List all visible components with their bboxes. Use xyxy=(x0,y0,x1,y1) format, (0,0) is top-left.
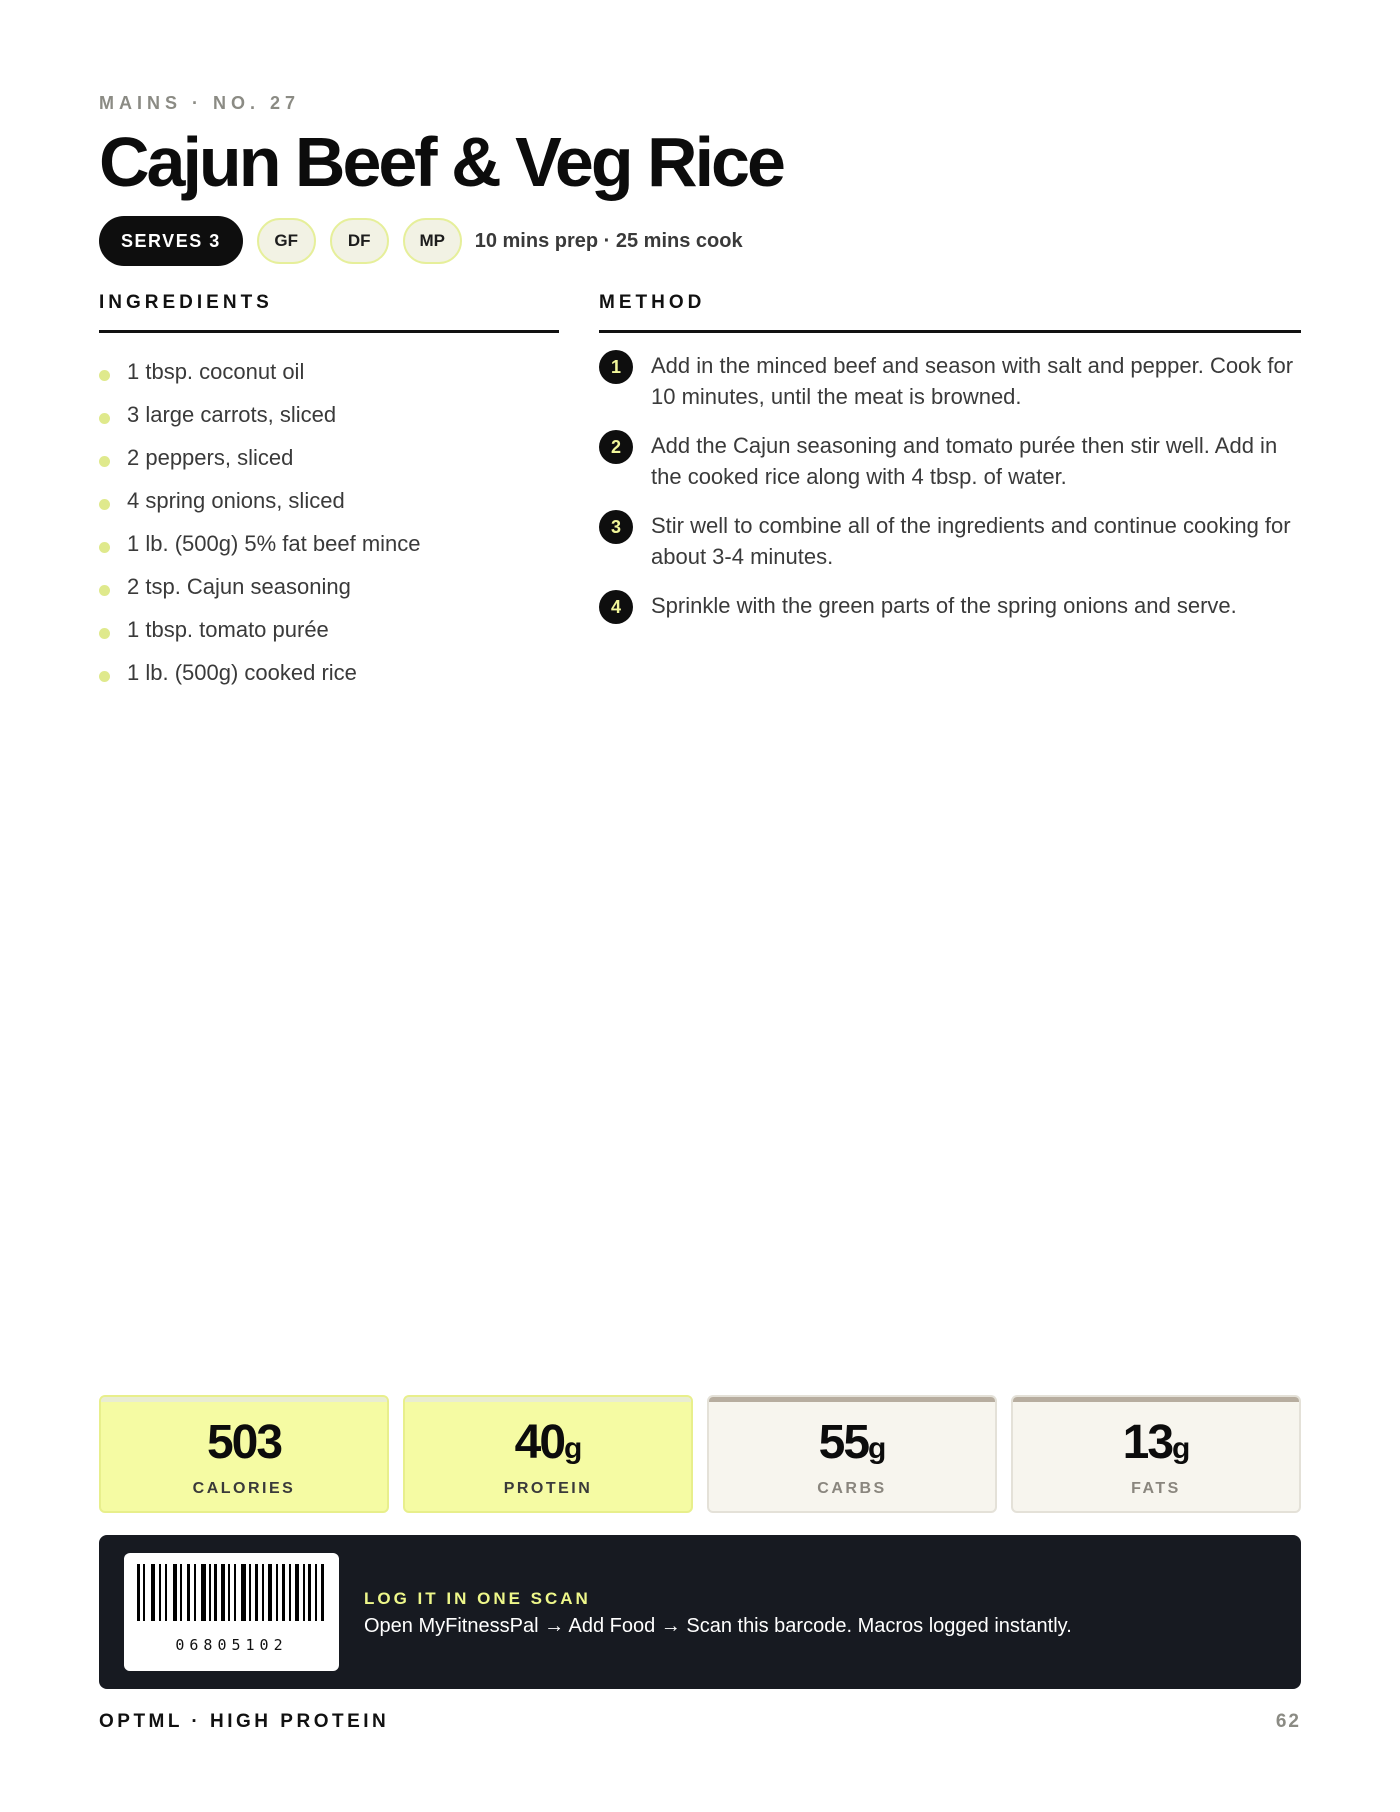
tag-meal-prep: MP xyxy=(403,218,462,264)
macro-value xyxy=(1123,1418,1190,1474)
list-item xyxy=(99,393,559,436)
scan-instructions: Open MyFitnessPal → Add Food → Scan this barcode. Macros logged instantly. xyxy=(364,1615,1072,1637)
timing-text: 10 mins prep · 25 mins cook xyxy=(474,229,743,252)
macro-topbar xyxy=(405,1397,691,1402)
list-item xyxy=(99,565,559,608)
serves-badge: SERVES 3 xyxy=(99,216,243,266)
ingredient-text: 2 peppers, sliced xyxy=(127,444,294,470)
list-item xyxy=(99,436,559,479)
carbs-value: 55 xyxy=(818,1416,869,1469)
list-item xyxy=(99,651,559,694)
step-text: Add the Cajun seasoning and tomato purée then stir well. Add in the cooked rice along with 4 tbsp. of water. xyxy=(651,433,1278,489)
bullet-dot-icon xyxy=(99,413,110,424)
macro-protein xyxy=(403,1395,693,1513)
bullet-dot-icon xyxy=(99,370,110,381)
scan-title: LOG IT IN ONE SCAN xyxy=(364,1589,591,1608)
macro-topbar xyxy=(709,1397,995,1402)
bullet-dot-icon xyxy=(99,499,110,510)
recipe-title: Cajun Beef & Veg Rice xyxy=(99,123,783,201)
macro-label: PROTEIN xyxy=(503,1480,593,1497)
macro-label: CARBS xyxy=(817,1480,887,1497)
macro-calories xyxy=(99,1395,389,1513)
step-number: 2 xyxy=(599,430,633,464)
category-kicker: MAINS · NO. 27 xyxy=(99,93,301,113)
ingredients-heading: INGREDIENTS xyxy=(99,292,273,313)
step-text: Stir well to combine all of the ingredients and continue cooking for about 3-4 minutes. xyxy=(651,513,1291,569)
macro-value xyxy=(819,1418,886,1474)
macro-topbar xyxy=(1013,1397,1299,1402)
bullet-dot-icon xyxy=(99,456,110,467)
method-step xyxy=(599,510,1301,572)
recipe-page xyxy=(99,0,1301,1812)
ingredients-list xyxy=(99,350,559,694)
scan-card xyxy=(99,1535,1301,1689)
ingredient-text: 1 lb. (500g) 5% fat beef mince xyxy=(127,530,421,556)
bullet-dot-icon xyxy=(99,671,110,682)
page-number: 62 xyxy=(1275,1711,1301,1732)
method-step xyxy=(599,430,1301,492)
ingredient-text: 3 large carrots, sliced xyxy=(127,401,337,427)
list-item xyxy=(99,608,559,651)
macro-value xyxy=(515,1418,582,1474)
bullet-dot-icon xyxy=(99,585,110,596)
list-item xyxy=(99,350,559,393)
method-steps xyxy=(599,350,1301,642)
macro-value xyxy=(207,1418,281,1474)
bullet-dot-icon xyxy=(99,628,110,639)
macro-label: FATS xyxy=(1131,1480,1181,1497)
step-text: Add in the minced beef and season with salt and pepper. Cook for 10 minutes, until the meat is browned. xyxy=(651,353,1294,409)
macro-label: CALORIES xyxy=(192,1480,296,1497)
tag-dairy-free: DF xyxy=(330,218,389,264)
step-number: 3 xyxy=(599,510,633,544)
footer-brand: OPTML · HIGH PROTEIN xyxy=(99,1711,390,1732)
tag-gluten-free: GF xyxy=(257,218,316,264)
method-heading: METHOD xyxy=(599,292,706,313)
barcode-icon xyxy=(137,1564,327,1621)
ingredient-text: 1 lb. (500g) cooked rice xyxy=(127,659,357,685)
protein-value: 40 xyxy=(514,1416,565,1469)
protein-unit: g xyxy=(564,1432,582,1465)
step-number: 1 xyxy=(599,350,633,384)
fats-unit: g xyxy=(1172,1432,1190,1465)
method-divider xyxy=(599,330,1301,333)
method-step xyxy=(599,590,1301,624)
carbs-unit: g xyxy=(868,1432,886,1465)
step-text: Sprinkle with the green parts of the spring onions and serve. xyxy=(651,593,1237,618)
fats-value: 13 xyxy=(1122,1416,1173,1469)
ingredient-text: 4 spring onions, sliced xyxy=(127,487,345,513)
macro-fats xyxy=(1011,1395,1301,1513)
barcode[interactable] xyxy=(124,1553,339,1671)
ingredients-divider xyxy=(99,330,559,333)
ingredient-text: 1 tbsp. tomato purée xyxy=(127,616,329,642)
macro-carbs xyxy=(707,1395,997,1513)
ingredient-text: 2 tsp. Cajun seasoning xyxy=(127,573,351,599)
list-item xyxy=(99,522,559,565)
barcode-number: 06805102 xyxy=(175,1636,288,1654)
ingredient-text: 1 tbsp. coconut oil xyxy=(127,358,305,384)
method-step xyxy=(599,350,1301,412)
bullet-dot-icon xyxy=(99,542,110,553)
meta-row xyxy=(99,216,743,266)
list-item xyxy=(99,479,559,522)
calories-value: 503 xyxy=(206,1416,282,1469)
macro-topbar xyxy=(101,1397,387,1402)
macros-row xyxy=(99,1395,1301,1513)
step-number: 4 xyxy=(599,590,633,624)
